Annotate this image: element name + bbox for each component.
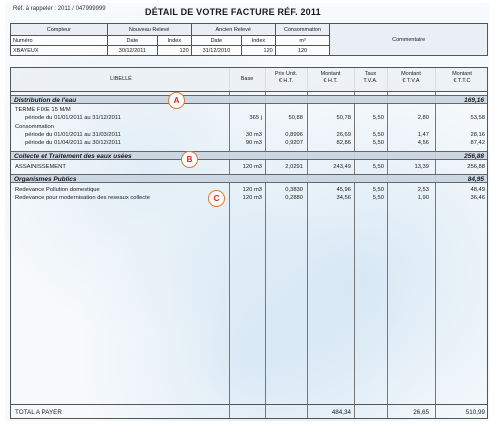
cell-mtva: 2,53 xyxy=(417,187,429,193)
header-mtva-line2: € T.V.A xyxy=(402,78,420,84)
sub-date-old: Date xyxy=(191,36,241,46)
row-label: période du 01/04/2011 au 30/12/2011 xyxy=(25,140,121,146)
section-distribution-eau xyxy=(11,95,487,104)
page-title: DÉTAIL DE VOTRE FACTURE RÉF. 2011 xyxy=(145,7,321,17)
cell-mtva: 1,90 xyxy=(417,195,429,201)
total-mtva: 26,65 xyxy=(413,409,429,416)
row-label: période du 01/01/2011 au 31/03/2011 xyxy=(25,132,121,138)
cell-mtva: 2,80 xyxy=(417,115,429,121)
row-label: TERME FIXE 15 M/M xyxy=(15,107,71,113)
meter-consumption: 120 xyxy=(275,46,330,56)
cell-mtva: 4,56 xyxy=(417,140,429,146)
header-taux-line2: T.V.A. xyxy=(363,78,378,84)
row-label: Redevance pour modernisation des reseaux collecte xyxy=(15,195,151,201)
cell-taux: 5,50 xyxy=(372,187,384,193)
sub-index-old: Index xyxy=(242,36,276,46)
meter-table xyxy=(10,23,488,56)
table-row xyxy=(11,132,487,140)
cell-mttc: 53,58 xyxy=(470,115,485,121)
row-label: Redevance Pollution domestique xyxy=(15,187,100,193)
marker-a: A xyxy=(168,92,185,109)
cell-base: 120 m3 xyxy=(242,164,262,170)
cell-prix: 0,9207 xyxy=(285,140,303,146)
table-row xyxy=(11,140,487,148)
list-item xyxy=(11,107,487,115)
header-montant-ht xyxy=(307,71,354,85)
section-total: 256,88 xyxy=(464,153,484,160)
header-taux-line1: Taux xyxy=(364,71,377,77)
cell-prix: 50,88 xyxy=(288,115,303,121)
header-base: Base xyxy=(240,76,254,82)
section-collecte xyxy=(11,151,487,160)
col-compteur: Compteur xyxy=(11,24,108,36)
header-mttc-line2: € T.T.C xyxy=(453,78,471,84)
meter-index-new: 120 xyxy=(158,46,192,56)
marker-b: B xyxy=(181,151,198,168)
sub-numero: Numéro xyxy=(11,36,108,46)
header-prix-line1: Prix Unit. xyxy=(274,71,298,77)
meter-number: XBAYEUX xyxy=(11,46,108,56)
table-row xyxy=(11,187,487,195)
section-label: Distribution de l'eau xyxy=(14,97,77,104)
header-prix xyxy=(265,71,307,85)
total-mht: 484,34 xyxy=(331,409,351,416)
invoice-detail-table xyxy=(10,67,488,419)
cell-taux: 5,50 xyxy=(372,132,384,138)
cell-base: 30 m3 xyxy=(245,132,262,138)
table-header xyxy=(11,68,487,92)
cell-mht: 50,78 xyxy=(336,115,351,121)
cell-prix: 0,2880 xyxy=(285,195,303,201)
cell-taux: 5,50 xyxy=(372,115,384,121)
header-montant-tva xyxy=(387,71,435,85)
section-total: 84,95 xyxy=(467,176,484,183)
header-libelle: LIBELLÉ xyxy=(110,76,132,82)
cell-mtva: 1,47 xyxy=(417,132,429,138)
sub-date-new: Date xyxy=(107,36,157,46)
section-label: Collecte et Traitement des eaux usées xyxy=(14,153,132,160)
table-row xyxy=(11,115,487,123)
list-item xyxy=(11,124,487,132)
row-label: ASSAINISSEMENT xyxy=(15,164,66,170)
cell-base: 90 m3 xyxy=(245,140,262,146)
header-prix-line2: € H.T. xyxy=(278,78,294,84)
row-label: Consommation xyxy=(15,124,54,130)
header-mht-line2: € H.T. xyxy=(323,78,338,84)
cell-base: 365 j xyxy=(249,115,262,121)
cell-mht: 34,56 xyxy=(336,195,351,201)
header-taux xyxy=(354,71,387,85)
cell-mht: 82,86 xyxy=(336,140,351,146)
row-label: période du 01/01/2011 au 31/12/2011 xyxy=(25,115,121,121)
total-label: TOTAL A PAYER xyxy=(15,409,62,416)
meter-index-old: 120 xyxy=(242,46,276,56)
section-total: 169,16 xyxy=(464,97,484,104)
total-mttc: 510,99 xyxy=(465,409,485,416)
section-label: Organismes Publics xyxy=(14,176,77,183)
cell-taux: 5,50 xyxy=(372,140,384,146)
sub-unit: m³ xyxy=(275,36,330,46)
meter-date-old: 31/12/2010 xyxy=(191,46,241,56)
cell-mttc: 36,46 xyxy=(470,195,485,201)
col-ancien-releve: Ancien Relevé xyxy=(191,24,275,36)
cell-taux: 5,50 xyxy=(372,164,384,170)
sub-index-new: Index xyxy=(158,36,192,46)
col-nouveau-releve: Nouveau Relevé xyxy=(107,24,191,36)
meter-date-new: 30/12/2011 xyxy=(107,46,157,56)
cell-base: 120 m3 xyxy=(242,187,262,193)
cell-taux: 5,50 xyxy=(372,195,384,201)
col-commentaire: Commentaire xyxy=(330,24,488,56)
header-mtva-line1: Montant xyxy=(401,71,421,77)
cell-prix: 0,8996 xyxy=(285,132,303,138)
cell-prix: 2,0291 xyxy=(285,164,303,170)
header-mttc-line1: Montant xyxy=(452,71,472,77)
cell-mtva: 13,39 xyxy=(414,164,429,170)
invoice-sheet xyxy=(5,3,489,421)
total-row xyxy=(11,404,487,418)
cell-mttc: 28,16 xyxy=(470,132,485,138)
cell-prix: 0,3830 xyxy=(285,187,303,193)
col-consommation: Consommation xyxy=(275,24,330,36)
cell-mttc: 48,49 xyxy=(470,187,485,193)
header-montant-ttc xyxy=(435,71,489,85)
marker-c: C xyxy=(208,190,225,207)
cell-mht: 26,69 xyxy=(336,132,351,138)
header-mht-line1: Montant xyxy=(320,71,341,77)
section-organismes-publics xyxy=(11,174,487,183)
table-row xyxy=(11,164,487,172)
cell-mht: 45,96 xyxy=(336,187,351,193)
invoice-reference: Réf. à rappeler : 2011 / 047999999 xyxy=(13,6,106,12)
cell-mttc: 87,42 xyxy=(470,140,485,146)
table-row xyxy=(11,195,487,203)
cell-mttc: 256,88 xyxy=(467,164,485,170)
cell-base: 120 m3 xyxy=(242,195,262,201)
cell-mht: 243,49 xyxy=(333,164,351,170)
